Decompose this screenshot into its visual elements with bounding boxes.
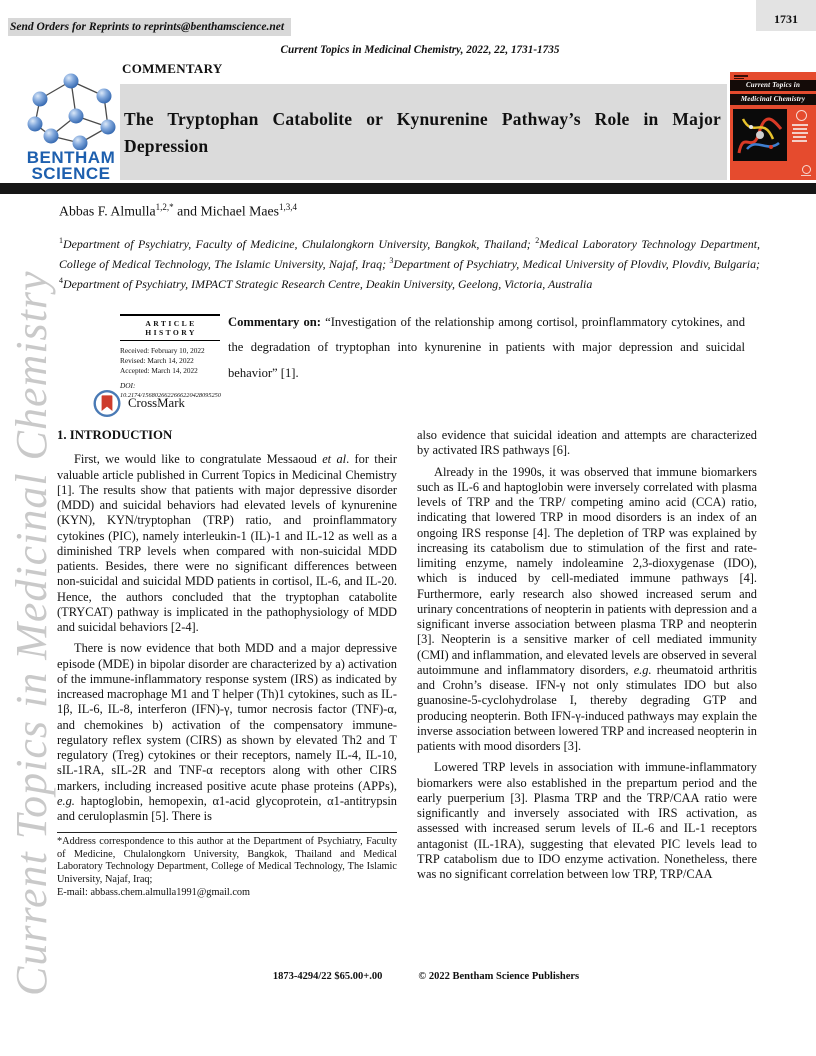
affiliations: $^1$Department of Psychiatry, Faculty of Medicine, Chulalongkorn University, Bangkok, Thailand; $^2$Medical Laboratory Technology Department, College of Medical Technology, The Islamic University, Najaf, Iraq; $^3$Department of Psychiatry, Medical University of Plovdiv, Plovdiv, Bulgaria; $^4$Department of Psychiatry, IMPACT Strategic Research Centre, Deakin University, Geelong, Victoria, Australia <box>59 236 760 291</box>
doi-label: DOI: <box>120 381 136 391</box>
reprint-notice[interactable]: Send Orders for Reprints to reprints@benthamscience.net <box>8 18 291 36</box>
received-date: Received: February 10, 2022 <box>120 346 205 355</box>
crossmark-icon <box>93 388 121 419</box>
molecule-logo-icon <box>24 72 118 150</box>
cover-molecule-art <box>733 109 787 161</box>
page-number: 1731 <box>756 0 816 31</box>
body-paragraph: Lowered TRP levels in association with immune-inflammatory biomarkers were also established in the prepartum period and the early puerperium [3]. Plasma TRP and the TRP/CAA ratio were significantly and inversely associated with IRS activation, as assessed with increased serum levels of IL-6 and IL-1 receptors antagonist (IL-1RA), suggesting that elevated PIC levels lead to TRP catabolism due to IDO enzyme activation. Nonetheless, there was no significant correlation between low TRP, TRP/CAA <box>417 760 757 881</box>
bentham-science-logo <box>24 72 118 182</box>
issn-price: 1873-4294/22 $65.00+.00 <box>272 971 383 982</box>
copyright: © 2022 Bentham Science Publishers <box>418 971 580 982</box>
cover-journal-line1: Current Topics in <box>730 80 816 91</box>
commentary-on-text: Commentary on: “Investigation of the relationship among cortisol, proinflammatory cytokines, and the degradation of tryptophan into kynurenine in patients with major depression and suicidal behavior” [1]. <box>228 315 745 380</box>
cover-publisher-mark <box>801 165 811 177</box>
publisher-name-line2: SCIENCE <box>31 164 111 183</box>
article-type-label: COMMENTARY <box>122 61 223 76</box>
accepted-date: Accepted: March 14, 2022 <box>120 365 198 375</box>
right-column <box>417 428 757 899</box>
page-footer <box>0 971 816 982</box>
left-column <box>57 428 397 899</box>
cover-journal-line2: Medicinal Chemistry <box>730 94 816 105</box>
body-paragraph: also evidence that suicidal ideation and attempts are characterized by activated IRS pathways [6]. <box>417 428 757 458</box>
cover-tagline-micro-text <box>789 109 813 161</box>
body-paragraph: There is now evidence that both MDD and a major depressive episode (MDE) in bipolar disorder are characterized by a) activation of the immune-inflammatory response system (IRS) as indicated by increased macrophage M1 and T helper (Th)1 cytokines, such as IL-1β, IL-6, IL-8, interferon (IFN)-γ, tumor necrosis factor (TNF)-α, and chemokines b) activation of the compensatory immune-regulatory reflex system (CIRS) as shown by elevated Th2 and T regulatory (Treg) cytokines or their receptors, namely IL-4, IL-10, sIL-1RA, sIL-2R and TNF-α receptors along with other CIRS markers, including increased positive acute phase proteins (APPs), e.g. haptoglobin, hemopexin, α1-acid glycoprotein, α1-antitrypsin and ceruloplasmin [5]. There is <box>57 641 397 823</box>
correspondence-footnote[interactable]: *Address correspondence to this author at the Department of Psychiatry, Faculty of Medicine, Chulalongkorn University, Bangkok, Thailand and Medical Laboratory Technology Department, College of Medical Technology, The Islamic University, Najaf, Iraq; E-mail: abbass.chem.almulla1991@gmail.com <box>57 832 397 899</box>
section-heading-introduction: 1. INTRODUCTION <box>57 428 173 442</box>
cover-emblem-icon <box>796 110 807 121</box>
side-watermark: Current Topics in Medicinal Chemistry <box>7 270 56 996</box>
article-history-heading: ARTICLE HISTORY <box>120 314 220 341</box>
body-columns <box>57 428 758 899</box>
doi-value[interactable]: 10.2174/1568026622666220428095250 <box>120 391 221 399</box>
body-paragraph: Already in the 1990s, it was observed that immune biomarkers such as IL-6 and haptoglobin were inversely correlated with plasma levels of TRP and the TRP/ competing amino acid (CCA) ratio, indicating that lowered TRP in mood disorders is an index of an ongoing IRS response [4]. The depletion of TRP was explained by increasing its catabolism due to stimulation of the first and rate-limiting enzyme, namely indoleamine 2,3-dioxygenase (IDO), which is induced by cell-mediated immune pathways [4]. Furthermore, early research also showed increased serum and urinary concentrations of neopterin in patients with depression and a significant inverse association between plasma TRP and neopterin [3]. Neopterin is a sensitive marker of cell mediated immunity (CMI) and inflammation, and elevated levels are observed in several autoimmune and inflammatory disorders, e.g. rheumatoid arthritis and Crohn’s disease. IFN-γ not only stimulates IDO but also guanosine-5-cyclohydrolase I, thereby degrading GTP and producing neopterin. Both IFN-γ-induced pathways may explain the inverse association between lowered TRP and increased neopterin in patients with mood disorders [3]. <box>417 464 757 753</box>
header-divider-bar <box>0 183 816 194</box>
title-banner <box>120 84 727 180</box>
journal-citation-line: Current Topics in Medicinal Chemistry, 2022, 22, 1731-1735 <box>280 44 560 56</box>
crossmark-badge[interactable] <box>93 388 185 419</box>
cover-issue-micro-text <box>734 75 816 79</box>
article-title: The Tryptophan Catabolite or Kynurenine Pathway’s Role in Major Depression <box>124 109 721 156</box>
crossmark-label: CrossMark <box>128 396 185 410</box>
publisher-name-line1: BENTHAM <box>26 148 116 167</box>
revised-date: Revised: March 14, 2022 <box>120 355 194 365</box>
journal-cover-thumbnail[interactable] <box>730 72 816 180</box>
body-paragraph: First, we would like to congratulate Messaoud et al. for their valuable article published in Current Topics in Medicinal Chemistry [1]. The results show that patients with major depressive disorder (MDD) and suicidal behaviors had elevated levels of kynurenine (KYN), KYN/tryptophan (TRP) ratio, and proinflammatory cytokines (PIC), namely interleukin-1 (IL)-1 and IL-12 as well as a diminished TRP levels when compared with non-suicidal MDD patients. Besides, there were no significant differences between non-suicidal and suicidal MDD patients in cortisol, IL-6, and IL-20. Hence, the authors concluded that the tryptophan catabolite (TRYCAT) pathway is implicated in the pathophysiology of MDD and suicidal behaviors [2-4]. <box>57 452 397 634</box>
authors-line: Abbas F. Almulla$^{1,2,*}$ and Michael Maes$^{1,3,4}$ <box>59 202 297 219</box>
